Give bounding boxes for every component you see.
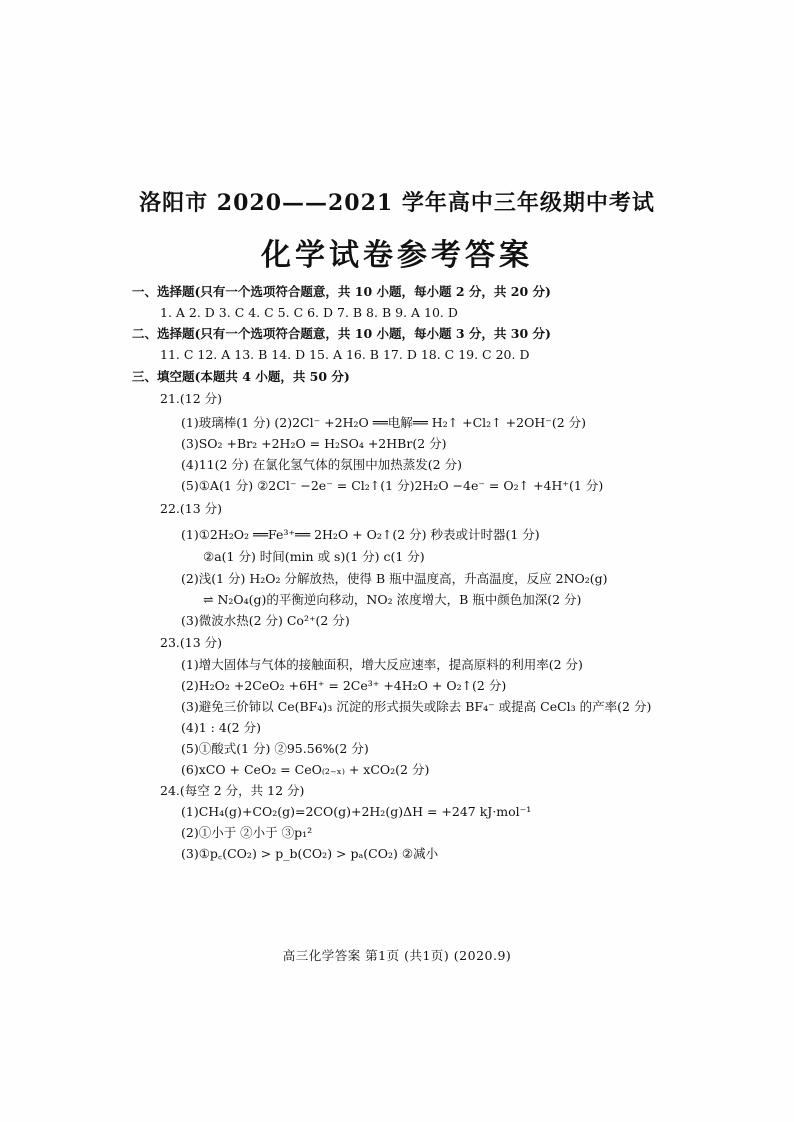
answer-line: (3)①p꜀(CO₂) > p_b(CO₂) > pₐ(CO₂) ②减小 [181,846,439,861]
answer-line: (4)11(2 分) 在氯化氢气体的氛围中加热蒸发(2 分) [181,457,462,472]
section-heading-1: 一、选择题(只有一个选项符合题意，共 10 小题，每小题 2 分，共 20 分) [132,284,551,299]
answer-line: 1. A 2. D 3. C 4. C 5. C 6. D 7. B 8. B 9. A 10. D [160,305,458,320]
page-footer: 高三化学答案 第1页 (共1页) (2020.9) [282,948,512,963]
question-heading: 22.(13 分) [160,501,223,516]
question-heading: 24.(每空 2 分，共 12 分) [160,783,305,798]
answer-line: (5)①A(1 分) ②2Cl⁻ −2e⁻ = Cl₂↑(1 分)2H₂O −4e⁻ = O₂↑ +4H⁺(1 分) [181,478,604,493]
answer-line: (1)①2H₂O₂ ══Fe³⁺══ 2H₂O + O₂↑(2 分) 秒表或计时器(1 分) [181,527,540,542]
question-heading: 21.(12 分) [160,391,223,406]
answer-line: (2)浅(1 分) H₂O₂ 分解放热，使得 B 瓶中温度高，升高温度，反应 2NO₂(g) [181,571,608,586]
answer-line: 11. C 12. A 13. B 14. D 15. A 16. B 17. D 18. C 19. C 20. D [160,347,530,362]
answer-line: (4)1 : 4(2 分) [181,720,261,735]
question-heading: 23.(13 分) [160,635,223,650]
answer-line: (1)玻璃棒(1 分) (2)2Cl⁻ +2H₂O ══电解══ H₂↑ +Cl₂↑ +2OH⁻(2 分) [181,415,586,430]
answer-line: ⇌ N₂O₄(g)的平衡逆向移动，NO₂ 浓度增大，B 瓶中颜色加深(2 分) [203,592,582,607]
answer-line: (3)避免三价铈以 Ce(BF₄)₃ 沉淀的形式损失或除去 BF₄⁻ 或提高 CeCl₃ 的产率(2 分) [181,699,652,714]
answer-key-subtitle: 化学试卷参考答案 [261,238,533,273]
answer-line: (6)xCO + CeO₂ = CeO₍₂₋ₓ₎ + xCO₂(2 分) [181,762,430,777]
answer-line: (3)微波水热(2 分) Co²⁺(2 分) [181,613,350,628]
answer-line: ②a(1 分) 时间(min 或 s)(1 分) c(1 分) [203,549,425,564]
answer-line: (2)H₂O₂ +2CeO₂ +6H⁺ = 2Ce³⁺ +4H₂O + O₂↑(2 分) [181,678,507,693]
exam-title: 洛阳市 2020——2021 学年高中三年级期中考试 [139,190,655,216]
section-heading-3: 三、填空题(本题共 4 小题，共 50 分) [132,369,350,384]
answer-line: (3)SO₂ +Br₂ +2H₂O = H₂SO₄ +2HBr(2 分) [181,436,447,451]
answer-line: (1)CH₄(g)+CO₂(g)=2CO(g)+2H₂(g)ΔH = +247 kJ·mol⁻¹ [181,804,532,819]
answer-line: (2)①小于 ②小于 ③p₁² [181,825,313,840]
section-heading-2: 二、选择题(只有一个选项符合题意，共 10 小题，每小题 3 分，共 30 分) [132,326,551,341]
answer-line: (5)①酸式(1 分) ②95.56%(2 分) [181,741,369,756]
answer-line: (1)增大固体与气体的接触面积，增大反应速率，提高原料的利用率(2 分) [181,657,583,672]
